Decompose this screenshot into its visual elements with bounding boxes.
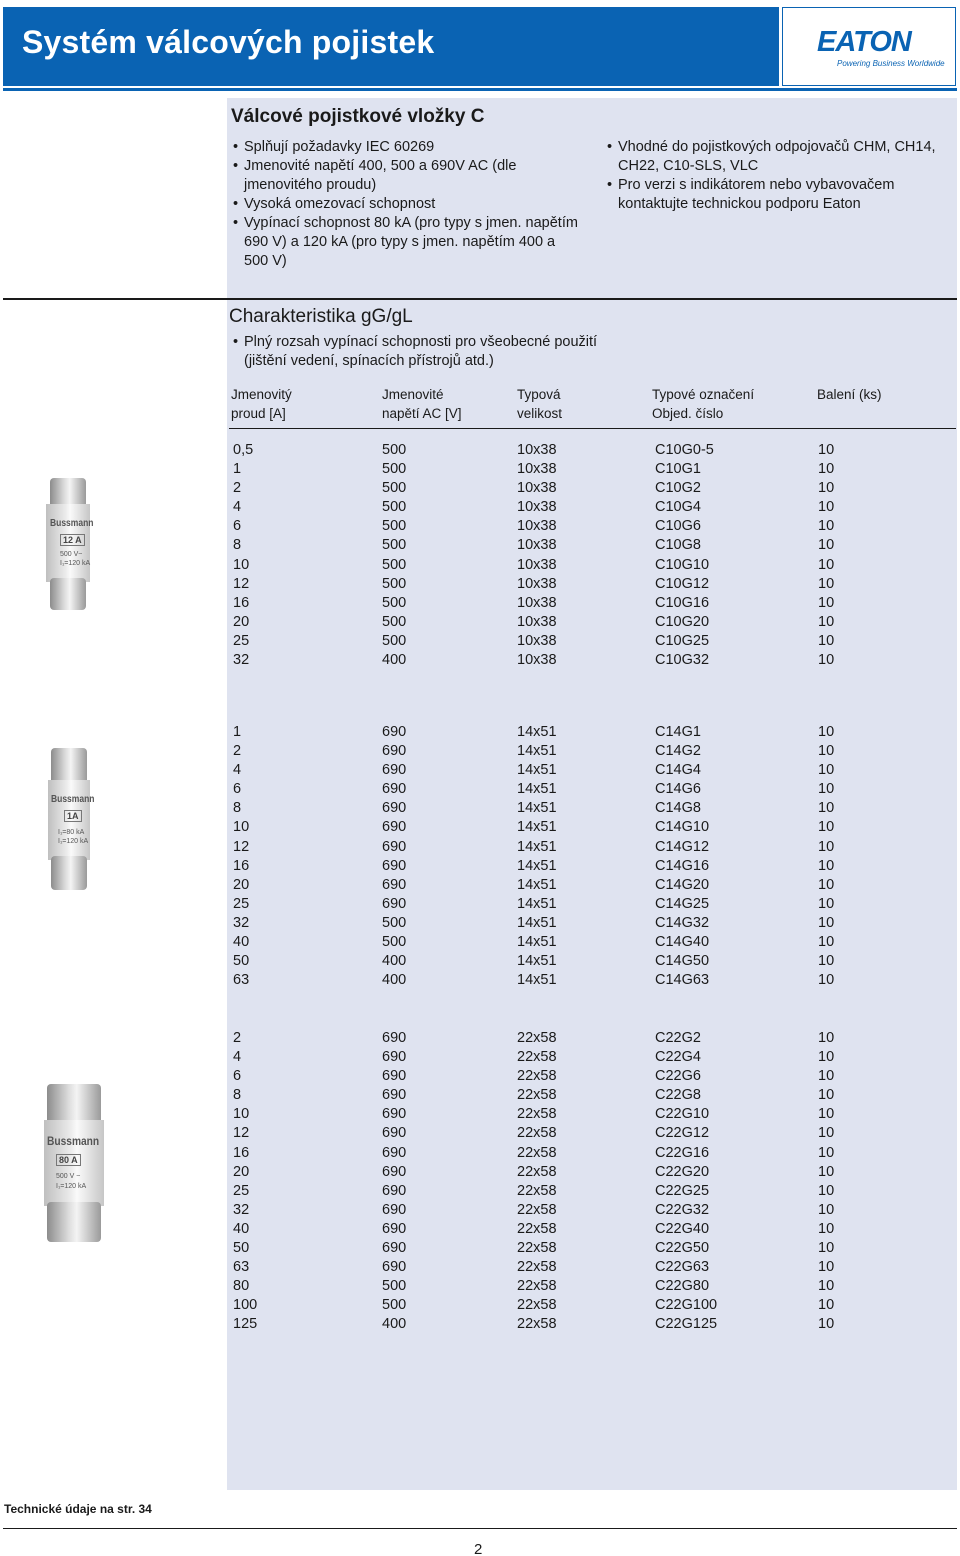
cell-current: 4 bbox=[233, 762, 242, 779]
cell-current: 10 bbox=[233, 819, 250, 836]
cell-current: 12 bbox=[233, 838, 250, 855]
cell-order-number: C22G63 bbox=[655, 1259, 710, 1276]
feature-item: • Vhodné do pojistkových odpojovačů CHM, CH14, CH22, C10-SLS, VLC bbox=[607, 138, 957, 176]
cell-current: 20 bbox=[233, 876, 250, 893]
cell-current: 0,5 bbox=[233, 442, 254, 458]
feature-item: • Pro verzi s indikátorem nebo vybavovačem kontaktujte technickou podporu Eaton bbox=[607, 176, 957, 214]
page-header bbox=[0, 0, 960, 92]
fuse-image-14x51 bbox=[48, 748, 95, 890]
cell-voltage: 500 bbox=[382, 1278, 407, 1295]
cell-current: 6 bbox=[233, 518, 242, 535]
cell-pack-qty: 10 bbox=[818, 575, 835, 592]
cell-order-number: C10G1 bbox=[655, 461, 701, 478]
cell-pack-qty: 10 bbox=[818, 1068, 835, 1085]
table-row bbox=[233, 498, 933, 517]
cell-voltage: 690 bbox=[382, 1068, 407, 1085]
cell-order-number: C22G100 bbox=[655, 1297, 718, 1314]
cell-order-number: C22G20 bbox=[655, 1163, 710, 1180]
table-row bbox=[233, 1296, 933, 1315]
cell-pack-qty: 10 bbox=[818, 613, 835, 630]
table-row bbox=[233, 1105, 933, 1124]
cell-current: 6 bbox=[233, 1068, 242, 1085]
cell-size: 10x38 bbox=[517, 575, 557, 592]
cell-voltage: 690 bbox=[382, 1163, 407, 1180]
cell-voltage: 690 bbox=[382, 1201, 407, 1218]
fuse-rating: 12 A bbox=[60, 534, 85, 546]
cell-current: 10 bbox=[233, 556, 250, 573]
cell-order-number: C14G2 bbox=[655, 743, 701, 760]
cell-size: 10x38 bbox=[517, 537, 557, 554]
eaton-logo bbox=[782, 7, 956, 86]
cell-order-number: C14G25 bbox=[655, 895, 710, 912]
table-row bbox=[233, 1144, 933, 1163]
cell-pack-qty: 10 bbox=[818, 1182, 835, 1199]
cell-current: 6 bbox=[233, 781, 242, 798]
table-row bbox=[233, 1315, 933, 1334]
cell-size: 22x58 bbox=[517, 1201, 557, 1218]
cell-pack-qty: 10 bbox=[818, 556, 835, 573]
table-row bbox=[233, 1220, 933, 1239]
cell-size: 22x58 bbox=[517, 1240, 557, 1257]
fuse-spec: 500 V ~ bbox=[56, 1173, 81, 1180]
cell-order-number: C14G8 bbox=[655, 800, 701, 817]
cell-current: 16 bbox=[233, 1144, 250, 1161]
logo-tagline: Powering Business Worldwide bbox=[837, 59, 945, 68]
logo-wordmark bbox=[817, 26, 911, 59]
cell-order-number: C14G63 bbox=[655, 972, 710, 989]
cell-order-number: C22G2 bbox=[655, 1030, 701, 1046]
table-row bbox=[233, 613, 933, 632]
cell-voltage: 500 bbox=[382, 480, 407, 497]
fuse-image-10x38 bbox=[46, 478, 94, 610]
table-row bbox=[233, 838, 933, 857]
fuse-image-22x58 bbox=[44, 1084, 104, 1242]
cell-voltage: 500 bbox=[382, 442, 407, 458]
cell-size: 10x38 bbox=[517, 461, 557, 478]
cell-current: 25 bbox=[233, 895, 250, 912]
cell-size: 22x58 bbox=[517, 1068, 557, 1085]
cell-size: 22x58 bbox=[517, 1297, 557, 1314]
cell-size: 14x51 bbox=[517, 934, 557, 951]
table-group-22x58 bbox=[233, 1029, 933, 1335]
cell-voltage: 690 bbox=[382, 1220, 407, 1237]
fuse-spec: I₁=120 kA bbox=[60, 560, 91, 567]
cell-size: 14x51 bbox=[517, 800, 557, 817]
cell-order-number: C10G10 bbox=[655, 556, 710, 573]
cell-size: 14x51 bbox=[517, 743, 557, 760]
cell-size: 14x51 bbox=[517, 972, 557, 989]
cell-current: 16 bbox=[233, 857, 250, 874]
cell-pack-qty: 10 bbox=[818, 857, 835, 874]
cell-size: 22x58 bbox=[517, 1278, 557, 1295]
cell-size: 14x51 bbox=[517, 819, 557, 836]
cell-voltage: 690 bbox=[382, 1030, 407, 1046]
cell-size: 10x38 bbox=[517, 442, 557, 458]
cell-order-number: C14G32 bbox=[655, 914, 710, 931]
cell-current: 20 bbox=[233, 1163, 250, 1180]
features-list-left bbox=[233, 138, 583, 271]
table-row bbox=[233, 723, 933, 742]
cell-current: 100 bbox=[233, 1297, 258, 1314]
cell-order-number: C14G40 bbox=[655, 934, 710, 951]
cell-order-number: C10G32 bbox=[655, 652, 710, 669]
table-row bbox=[233, 1086, 933, 1105]
cell-order-number: C22G32 bbox=[655, 1201, 710, 1218]
col-header-type: Typové označení Objed. číslo bbox=[652, 387, 755, 421]
cell-order-number: C22G6 bbox=[655, 1068, 701, 1085]
section-divider bbox=[3, 298, 957, 300]
table-row bbox=[233, 1277, 933, 1296]
cell-size: 22x58 bbox=[517, 1030, 557, 1046]
cell-size: 14x51 bbox=[517, 914, 557, 931]
cell-voltage: 690 bbox=[382, 762, 407, 779]
cell-current: 63 bbox=[233, 1259, 250, 1276]
cell-order-number: C22G16 bbox=[655, 1144, 710, 1161]
cell-pack-qty: 10 bbox=[818, 743, 835, 760]
cell-voltage: 690 bbox=[382, 1240, 407, 1257]
cell-pack-qty: 10 bbox=[818, 652, 835, 669]
cell-voltage: 690 bbox=[382, 838, 407, 855]
fuse-spec: 500 V~ bbox=[60, 551, 83, 558]
cell-voltage: 500 bbox=[382, 575, 407, 592]
cell-voltage: 690 bbox=[382, 724, 407, 740]
cell-current: 10 bbox=[233, 1106, 250, 1123]
cell-voltage: 690 bbox=[382, 1049, 407, 1066]
cell-size: 14x51 bbox=[517, 895, 557, 912]
cell-size: 10x38 bbox=[517, 632, 557, 649]
fuse-rating: 80 A bbox=[56, 1154, 81, 1166]
cell-order-number: C14G6 bbox=[655, 781, 701, 798]
cell-pack-qty: 10 bbox=[818, 1201, 835, 1218]
features-list-right bbox=[607, 138, 957, 214]
cell-size: 22x58 bbox=[517, 1106, 557, 1123]
cell-order-number: C14G50 bbox=[655, 953, 710, 970]
table-row bbox=[233, 1067, 933, 1086]
cell-voltage: 500 bbox=[382, 556, 407, 573]
cell-pack-qty: 10 bbox=[818, 1125, 835, 1142]
cell-current: 8 bbox=[233, 537, 242, 554]
cell-size: 10x38 bbox=[517, 518, 557, 535]
cell-order-number: C14G1 bbox=[655, 724, 701, 740]
cell-order-number: C10G25 bbox=[655, 632, 710, 649]
cell-voltage: 500 bbox=[382, 499, 407, 516]
cell-order-number: C14G4 bbox=[655, 762, 701, 779]
table-row bbox=[233, 1048, 933, 1067]
cell-voltage: 400 bbox=[382, 953, 407, 970]
cell-current: 8 bbox=[233, 800, 242, 817]
cell-size: 10x38 bbox=[517, 613, 557, 630]
cell-order-number: C10G16 bbox=[655, 594, 710, 611]
cell-size: 22x58 bbox=[517, 1144, 557, 1161]
cell-voltage: 500 bbox=[382, 1297, 407, 1314]
table-row bbox=[233, 933, 933, 952]
cell-voltage: 500 bbox=[382, 518, 407, 535]
cell-voltage: 400 bbox=[382, 652, 407, 669]
cell-order-number: C22G25 bbox=[655, 1182, 710, 1199]
fuse-spec: I₁=120 kA bbox=[56, 1183, 87, 1190]
cell-current: 32 bbox=[233, 1201, 250, 1218]
cell-current: 12 bbox=[233, 575, 250, 592]
cell-voltage: 500 bbox=[382, 914, 407, 931]
cell-order-number: C10G4 bbox=[655, 499, 701, 516]
table-group-14x51 bbox=[233, 723, 933, 990]
cell-current: 50 bbox=[233, 1240, 250, 1257]
cell-size: 22x58 bbox=[517, 1049, 557, 1066]
cell-size: 22x58 bbox=[517, 1316, 557, 1333]
col-header-pack: Balení (ks) bbox=[817, 387, 882, 402]
cell-size: 14x51 bbox=[517, 876, 557, 893]
cell-current: 2 bbox=[233, 743, 242, 760]
cell-pack-qty: 10 bbox=[818, 972, 835, 989]
cell-current: 50 bbox=[233, 953, 250, 970]
cell-pack-qty: 10 bbox=[818, 1316, 835, 1333]
cell-size: 14x51 bbox=[517, 762, 557, 779]
table-row bbox=[233, 594, 933, 613]
table-row bbox=[233, 1258, 933, 1277]
cell-current: 25 bbox=[233, 1182, 250, 1199]
cell-current: 1 bbox=[233, 724, 242, 740]
cell-voltage: 690 bbox=[382, 876, 407, 893]
cell-voltage: 500 bbox=[382, 461, 407, 478]
cell-pack-qty: 10 bbox=[818, 537, 835, 554]
table-row bbox=[233, 952, 933, 971]
cell-current: 32 bbox=[233, 652, 250, 669]
cell-size: 22x58 bbox=[517, 1220, 557, 1237]
fuse-spec: I₁=120 kA bbox=[58, 838, 89, 845]
table-row bbox=[233, 556, 933, 575]
table-header-rule bbox=[229, 428, 956, 429]
feature-item: • Splňují požadavky IEC 60269 bbox=[233, 138, 583, 157]
table-row bbox=[233, 575, 933, 594]
cell-size: 10x38 bbox=[517, 480, 557, 497]
cell-pack-qty: 10 bbox=[818, 442, 835, 458]
cell-order-number: C14G12 bbox=[655, 838, 710, 855]
cell-current: 2 bbox=[233, 480, 242, 497]
table-row bbox=[233, 517, 933, 536]
table-row bbox=[233, 895, 933, 914]
table-row bbox=[233, 876, 933, 895]
table-row bbox=[233, 742, 933, 761]
col-header-size: Typová velikost bbox=[517, 387, 563, 421]
table-row bbox=[233, 1163, 933, 1182]
cell-voltage: 690 bbox=[382, 1125, 407, 1142]
col-header-voltage: Jmenovité napětí AC [V] bbox=[382, 387, 462, 421]
table-row bbox=[233, 1201, 933, 1220]
cell-pack-qty: 10 bbox=[818, 1240, 835, 1257]
cell-pack-qty: 10 bbox=[818, 781, 835, 798]
cell-size: 14x51 bbox=[517, 838, 557, 855]
cell-pack-qty: 10 bbox=[818, 1106, 835, 1123]
cell-voltage: 690 bbox=[382, 857, 407, 874]
cell-pack-qty: 10 bbox=[818, 1259, 835, 1276]
cell-current: 20 bbox=[233, 613, 250, 630]
cell-current: 16 bbox=[233, 594, 250, 611]
table-row bbox=[233, 1124, 933, 1143]
cell-size: 10x38 bbox=[517, 594, 557, 611]
table-row bbox=[233, 1239, 933, 1258]
cell-voltage: 690 bbox=[382, 895, 407, 912]
cell-size: 22x58 bbox=[517, 1182, 557, 1199]
table-row bbox=[233, 1029, 933, 1048]
cell-order-number: C10G12 bbox=[655, 575, 710, 592]
section-title: Válcové pojistkové vložky C bbox=[231, 106, 485, 127]
cell-order-number: C10G6 bbox=[655, 518, 701, 535]
table-row bbox=[233, 857, 933, 876]
cell-voltage: 690 bbox=[382, 1106, 407, 1123]
cell-voltage: 500 bbox=[382, 537, 407, 554]
table-group-10x38 bbox=[233, 441, 933, 670]
cell-order-number: C14G16 bbox=[655, 857, 710, 874]
cell-current: 125 bbox=[233, 1316, 258, 1333]
table-row bbox=[233, 761, 933, 780]
cell-pack-qty: 10 bbox=[818, 1087, 835, 1104]
cell-voltage: 400 bbox=[382, 972, 407, 989]
fuse-brand: Bussmann bbox=[51, 794, 95, 805]
table-row bbox=[233, 818, 933, 837]
cell-size: 14x51 bbox=[517, 781, 557, 798]
table-row bbox=[233, 460, 933, 479]
characteristic-title: Charakteristika gG/gL bbox=[229, 306, 413, 327]
cell-pack-qty: 10 bbox=[818, 480, 835, 497]
cell-order-number: C10G8 bbox=[655, 537, 701, 554]
cell-size: 14x51 bbox=[517, 724, 557, 740]
header-rule bbox=[3, 88, 957, 91]
cell-voltage: 690 bbox=[382, 819, 407, 836]
cell-voltage: 690 bbox=[382, 1259, 407, 1276]
cell-order-number: C22G12 bbox=[655, 1125, 710, 1142]
fuse-spec: I₁=80 kA bbox=[58, 829, 85, 836]
cell-current: 32 bbox=[233, 914, 250, 931]
cell-order-number: C22G4 bbox=[655, 1049, 701, 1066]
feature-item: • Vysoká omezovací schopnost bbox=[233, 195, 583, 214]
cell-pack-qty: 10 bbox=[818, 1278, 835, 1295]
cell-pack-qty: 10 bbox=[818, 1144, 835, 1161]
cell-voltage: 690 bbox=[382, 800, 407, 817]
cell-current: 25 bbox=[233, 632, 250, 649]
cell-pack-qty: 10 bbox=[818, 461, 835, 478]
cell-voltage: 690 bbox=[382, 743, 407, 760]
characteristic-list bbox=[233, 333, 613, 371]
cell-voltage: 400 bbox=[382, 1316, 407, 1333]
cell-pack-qty: 10 bbox=[818, 819, 835, 836]
cell-voltage: 690 bbox=[382, 1182, 407, 1199]
page-title: Systém válcových pojistek bbox=[22, 24, 435, 60]
cell-voltage: 500 bbox=[382, 632, 407, 649]
logo-text: EATON bbox=[817, 26, 911, 58]
cell-current: 40 bbox=[233, 934, 250, 951]
fuse-brand: Bussmann bbox=[47, 1134, 100, 1148]
table-row bbox=[233, 1182, 933, 1201]
cell-current: 63 bbox=[233, 972, 250, 989]
cell-voltage: 500 bbox=[382, 934, 407, 951]
table-row bbox=[233, 651, 933, 670]
cell-current: 12 bbox=[233, 1125, 250, 1142]
cell-pack-qty: 10 bbox=[818, 1297, 835, 1314]
cell-voltage: 690 bbox=[382, 1087, 407, 1104]
cell-order-number: C14G20 bbox=[655, 876, 710, 893]
table-row bbox=[233, 971, 933, 990]
cell-pack-qty: 10 bbox=[818, 1030, 835, 1046]
cell-order-number: C22G125 bbox=[655, 1316, 718, 1333]
cell-size: 22x58 bbox=[517, 1087, 557, 1104]
table-row bbox=[233, 780, 933, 799]
cell-pack-qty: 10 bbox=[818, 632, 835, 649]
cell-size: 22x58 bbox=[517, 1125, 557, 1142]
fuse-brand: Bussmann bbox=[50, 518, 94, 529]
page-number: 2 bbox=[474, 1541, 483, 1556]
cell-size: 22x58 bbox=[517, 1163, 557, 1180]
cell-size: 22x58 bbox=[517, 1259, 557, 1276]
cell-size: 14x51 bbox=[517, 953, 557, 970]
cell-order-number: C22G80 bbox=[655, 1278, 710, 1295]
cell-pack-qty: 10 bbox=[818, 800, 835, 817]
cell-voltage: 500 bbox=[382, 594, 407, 611]
characteristic-item: • Plný rozsah vypínací schopnosti pro všeobecné použití (jištění vedení, spínacích přístrojů atd.) bbox=[233, 333, 613, 371]
cell-voltage: 690 bbox=[382, 1144, 407, 1161]
cell-order-number: C22G8 bbox=[655, 1087, 701, 1104]
cell-current: 4 bbox=[233, 1049, 242, 1066]
cell-order-number: C10G20 bbox=[655, 613, 710, 630]
cell-current: 80 bbox=[233, 1278, 250, 1295]
cell-pack-qty: 10 bbox=[818, 1220, 835, 1237]
cell-pack-qty: 10 bbox=[818, 724, 835, 740]
cell-current: 2 bbox=[233, 1030, 242, 1046]
cell-pack-qty: 10 bbox=[818, 594, 835, 611]
cell-order-number: C10G2 bbox=[655, 480, 701, 497]
cell-pack-qty: 10 bbox=[818, 518, 835, 535]
cell-pack-qty: 10 bbox=[818, 1049, 835, 1066]
cell-current: 4 bbox=[233, 499, 242, 516]
cell-size: 10x38 bbox=[517, 652, 557, 669]
table-row bbox=[233, 441, 933, 460]
cell-size: 14x51 bbox=[517, 857, 557, 874]
cell-size: 10x38 bbox=[517, 499, 557, 516]
table-row bbox=[233, 914, 933, 933]
cell-pack-qty: 10 bbox=[818, 762, 835, 779]
cell-size: 10x38 bbox=[517, 556, 557, 573]
col-header-current: Jmenovitý proud [A] bbox=[231, 387, 292, 421]
cell-order-number: C22G50 bbox=[655, 1240, 710, 1257]
feature-item: • Jmenovité napětí 400, 500 a 690V AC (dle jmenovitého proudu) bbox=[233, 157, 583, 195]
cell-current: 8 bbox=[233, 1087, 242, 1104]
cell-order-number: C22G40 bbox=[655, 1220, 710, 1237]
cell-order-number: C22G10 bbox=[655, 1106, 710, 1123]
cell-pack-qty: 10 bbox=[818, 876, 835, 893]
cell-pack-qty: 10 bbox=[818, 914, 835, 931]
cell-pack-qty: 10 bbox=[818, 499, 835, 516]
cell-current: 1 bbox=[233, 461, 242, 478]
feature-item: • Vypínací schopnost 80 kA (pro typy s jmen. napětím 690 V) a 120 kA (pro typy s jmen. napětím 400 a 500 V) bbox=[233, 214, 583, 271]
cell-pack-qty: 10 bbox=[818, 895, 835, 912]
cell-order-number: C14G10 bbox=[655, 819, 710, 836]
technical-data-note: Technické údaje na str. 34 bbox=[4, 1502, 152, 1516]
cell-current: 40 bbox=[233, 1220, 250, 1237]
cell-pack-qty: 10 bbox=[818, 934, 835, 951]
cell-pack-qty: 10 bbox=[818, 838, 835, 855]
table-row bbox=[233, 479, 933, 498]
table-row bbox=[233, 536, 933, 555]
cell-order-number: C10G0-5 bbox=[655, 442, 714, 458]
fuse-rating: 1A bbox=[64, 810, 82, 822]
cell-voltage: 690 bbox=[382, 781, 407, 798]
footer-rule bbox=[3, 1528, 957, 1529]
table-row bbox=[233, 632, 933, 651]
cell-pack-qty: 10 bbox=[818, 1163, 835, 1180]
cell-voltage: 500 bbox=[382, 613, 407, 630]
table-row bbox=[233, 799, 933, 818]
cell-pack-qty: 10 bbox=[818, 953, 835, 970]
